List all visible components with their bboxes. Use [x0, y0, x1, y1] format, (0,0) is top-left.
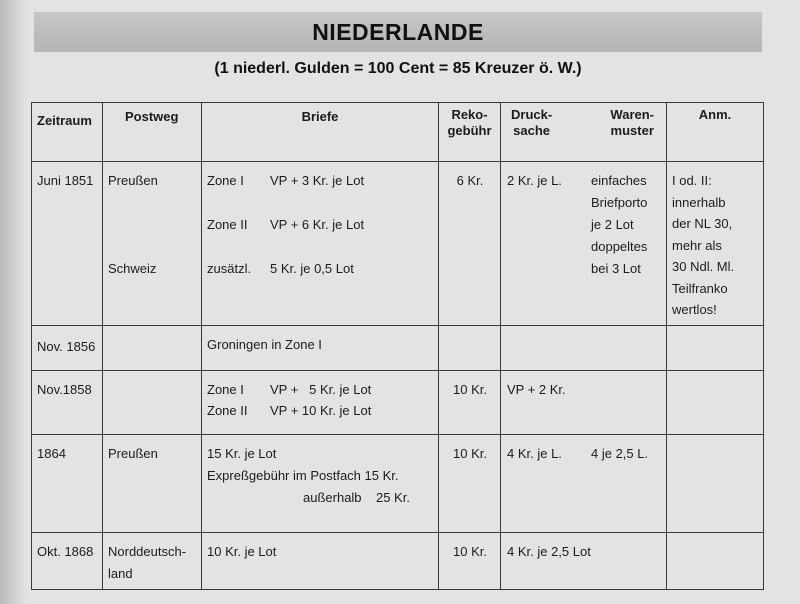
table-header-row — [32, 103, 764, 162]
postweg-text: Preußen — [108, 173, 158, 188]
header-waren-line1: Waren- — [610, 107, 654, 122]
cell-reko — [439, 162, 501, 326]
header-postweg: Postweg — [103, 103, 202, 162]
zeitraum-text: Nov. 1856 — [37, 338, 96, 354]
zeitraum-text: Okt. 1868 — [37, 543, 94, 559]
header-anmerkung: Anm. — [667, 103, 764, 162]
zeitraum-text: Nov.1858 — [37, 381, 92, 397]
anm-line: wertlos! — [672, 302, 717, 317]
waren-text — [591, 170, 662, 280]
rate-text: VP + 6 Kr. je Lot — [270, 217, 365, 232]
rate-text: VP + 3 Kr. je Lot — [270, 173, 365, 188]
header-waren-line2: muster — [610, 123, 654, 138]
cell-postweg — [103, 325, 202, 370]
anm-line: innerhalb — [672, 194, 726, 210]
druck-text: 4 Kr. je L. — [507, 445, 562, 461]
cell-postweg — [103, 162, 202, 326]
cell-anm — [667, 532, 764, 589]
table-row — [32, 532, 764, 589]
anm-line: I od. II: — [672, 173, 712, 188]
rate-text: VP + 10 Kr. je Lot — [270, 402, 372, 418]
header-rekogebuehr — [439, 103, 501, 162]
briefe-line: 15 Kr. je Lot — [207, 445, 277, 461]
cell-zeitraum — [32, 162, 103, 326]
anm-line: der NL 30, — [672, 216, 733, 231]
briefe-line: außerhalb 25 Kr. — [303, 489, 410, 505]
waren-line: bei 3 Lot — [591, 261, 641, 276]
druck-text: VP + 2 Kr. — [507, 381, 566, 397]
cell-zeitraum — [32, 325, 103, 370]
cell-zeitraum — [32, 370, 103, 434]
zone-label: Zone II — [207, 402, 248, 418]
postweg-text: Preußen — [108, 445, 158, 461]
cell-postweg — [103, 370, 202, 434]
postweg-text: Schweiz — [108, 261, 157, 276]
anm-line: mehr als — [672, 237, 722, 253]
zeitraum-text: Juni 1851 — [37, 173, 94, 188]
waren-line: Briefporto — [591, 195, 648, 210]
cell-briefe — [202, 325, 439, 370]
druck-text: 2 Kr. je L. — [507, 173, 562, 188]
table-row — [32, 162, 764, 326]
rate-text: VP + 5 Kr. je Lot — [270, 381, 372, 397]
rate-text: 5 Kr. je 0,5 Lot — [270, 261, 354, 276]
table-row — [32, 325, 764, 370]
cell-reko — [439, 370, 501, 434]
cell-reko — [439, 434, 501, 532]
zone-label: Zone I — [207, 381, 244, 397]
table-row — [32, 434, 764, 532]
postage-table — [31, 102, 764, 590]
zone-label: Zone I — [207, 173, 244, 188]
druck-text: 4 Kr. je 2,5 Lot — [507, 543, 591, 559]
header-reko-line1: Reko- — [451, 107, 488, 122]
waren-text: 4 je 2,5 L. — [591, 445, 649, 461]
cell-druck-waren — [501, 162, 667, 326]
cell-druck-waren — [501, 532, 667, 589]
cell-reko — [439, 532, 501, 589]
anm-line: Teilfranko — [672, 280, 728, 296]
postweg-text: Norddeutsch- — [108, 543, 187, 559]
cell-anm — [667, 434, 764, 532]
cell-briefe — [202, 370, 439, 434]
cell-anm — [667, 162, 764, 326]
cell-druck-waren — [501, 370, 667, 434]
title-bar — [34, 12, 762, 52]
cell-zeitraum — [32, 434, 103, 532]
cell-druck-waren — [501, 325, 667, 370]
cell-briefe — [202, 162, 439, 326]
briefe-line: Expreßgebühr im Postfach 15 Kr. — [207, 467, 399, 483]
header-warenmuster — [610, 107, 654, 139]
anm-line: 30 Ndl. Ml. — [672, 259, 735, 274]
postweg-text: land — [108, 565, 133, 581]
page-title: NIEDERLANDE — [312, 18, 484, 45]
waren-line: je 2 Lot — [591, 217, 634, 232]
reko-text: 10 Kr. — [453, 445, 487, 461]
header-druck-line2: sache — [513, 123, 551, 138]
cell-briefe — [202, 532, 439, 589]
cell-anm — [667, 370, 764, 434]
waren-line: einfaches — [591, 173, 647, 188]
reko-text: 10 Kr. — [453, 543, 487, 559]
header-druck-waren — [501, 103, 667, 162]
header-druck-line1: Druck- — [511, 107, 553, 122]
cell-anm — [667, 325, 764, 370]
cell-zeitraum — [32, 532, 103, 589]
zone-label: zusätzl. — [207, 261, 252, 276]
cell-postweg — [103, 532, 202, 589]
header-zeitraum: Zeitraum — [32, 103, 103, 162]
reko-text: 10 Kr. — [453, 381, 487, 397]
header-reko-line2: gebühr — [447, 123, 492, 138]
cell-postweg — [103, 434, 202, 532]
zone-label: Zone II — [207, 217, 248, 232]
cell-briefe — [202, 434, 439, 532]
reko-text: 6 Kr. — [456, 173, 484, 188]
cell-druck-waren — [501, 434, 667, 532]
currency-subtitle: (1 niederl. Gulden = 100 Cent = 85 Kreuzer ö. W.) — [214, 60, 582, 77]
cell-reko — [439, 325, 501, 370]
briefe-text: Groningen in Zone I — [207, 336, 322, 352]
briefe-text: 10 Kr. je Lot — [207, 543, 277, 559]
zeitraum-text: 1864 — [37, 445, 66, 461]
page-shadow — [0, 0, 28, 604]
header-briefe: Briefe — [202, 103, 439, 162]
table-row — [32, 370, 764, 434]
header-drucksache — [511, 107, 552, 139]
waren-line: doppeltes — [591, 239, 648, 254]
